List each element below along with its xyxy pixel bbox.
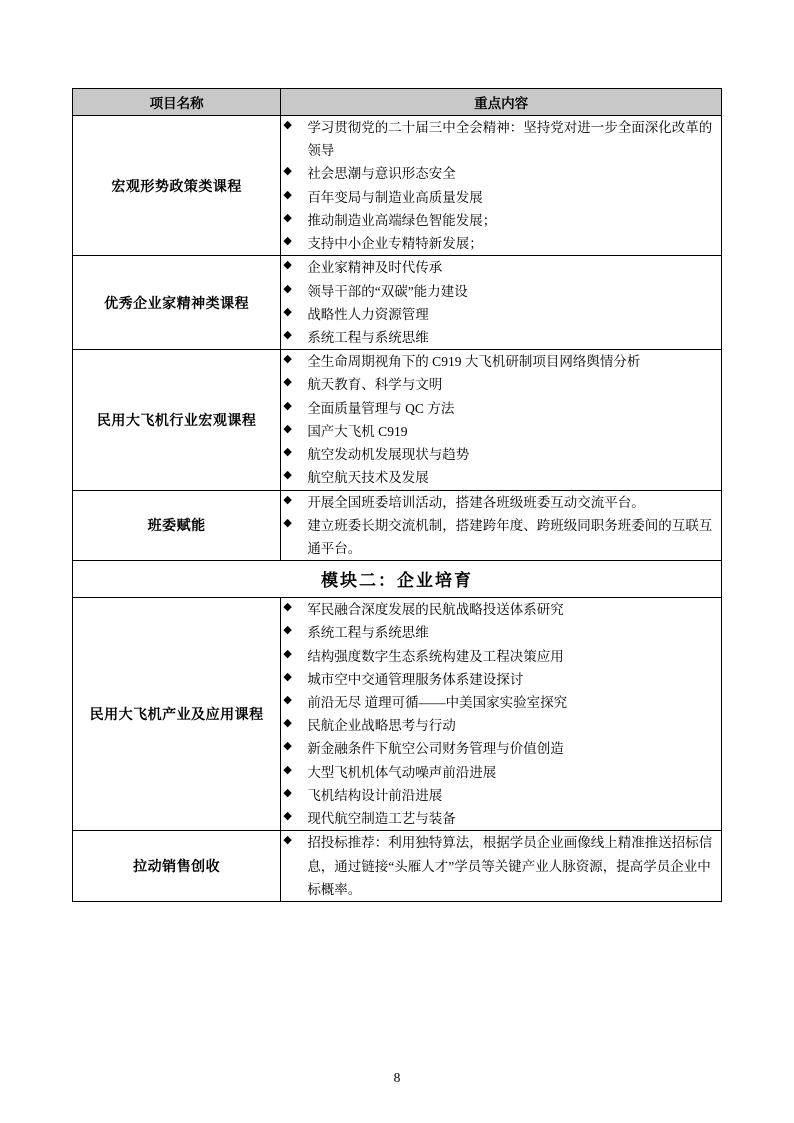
list-item-text: 支持中小企业专精特新发展； xyxy=(307,236,483,252)
category-name: 民用大飞机行业宏观课程 xyxy=(73,350,281,490)
column-header-content: 重点内容 xyxy=(281,89,722,116)
list-item xyxy=(281,256,721,279)
list-item xyxy=(281,807,721,830)
module-divider-title: 模块二：企业培育 xyxy=(73,561,722,598)
category-name: 班委赋能 xyxy=(73,490,281,561)
list-item-text: 系统工程与系统思维 xyxy=(307,329,429,345)
list-item-text: 航空航天技术及发展 xyxy=(307,470,429,486)
table-row xyxy=(73,256,722,350)
list-item xyxy=(281,598,721,621)
list-item-text: 结构强度数字生态系统构建及工程决策应用 xyxy=(307,648,564,664)
diamond-bullet-icon: ◆ xyxy=(283,305,292,318)
bullet-list xyxy=(281,116,721,255)
list-item xyxy=(281,162,721,185)
category-name: 拉动销售创收 xyxy=(73,831,281,902)
list-item xyxy=(281,397,721,420)
diamond-bullet-icon: ◆ xyxy=(283,740,292,753)
list-item-text: 城市空中交通管理服务体系建设探讨 xyxy=(307,671,524,687)
list-item-text: 大型飞机机体气动噪声前沿进展 xyxy=(307,764,497,780)
diamond-bullet-icon: ◆ xyxy=(283,717,292,730)
list-item-text: 航天教育、科学与文明 xyxy=(307,377,443,393)
list-item xyxy=(281,116,721,162)
list-item xyxy=(281,420,721,443)
list-item xyxy=(281,280,721,303)
diamond-bullet-icon: ◆ xyxy=(283,282,292,295)
list-item-text: 建立班委长期交流机制，搭建跨年度、跨班级同职务班委间的互联互通平台。 xyxy=(307,517,713,556)
list-item xyxy=(281,784,721,807)
list-item-text: 战略性人力资源管理 xyxy=(307,306,429,322)
bullet-list xyxy=(281,256,721,349)
diamond-bullet-icon: ◆ xyxy=(283,694,292,707)
list-item xyxy=(281,645,721,668)
list-item-text: 现代航空制造工艺与装备 xyxy=(307,811,456,827)
bullet-list xyxy=(281,831,721,901)
table-row xyxy=(73,831,722,902)
table-row xyxy=(73,490,722,561)
diamond-bullet-icon: ◆ xyxy=(283,422,292,435)
category-content xyxy=(281,116,722,256)
list-item-text: 新金融条件下航空公司财务管理与价值创造 xyxy=(307,741,564,757)
diamond-bullet-icon: ◆ xyxy=(283,624,292,637)
table-row xyxy=(73,350,722,490)
list-item xyxy=(281,491,721,514)
list-item-text: 航空发动机发展现状与趋势 xyxy=(307,447,470,463)
table-header-row xyxy=(73,89,722,116)
list-item xyxy=(281,668,721,691)
list-item xyxy=(281,326,721,349)
course-table xyxy=(72,88,722,902)
diamond-bullet-icon: ◆ xyxy=(283,399,292,412)
list-item xyxy=(281,373,721,396)
list-item xyxy=(281,303,721,326)
list-item xyxy=(281,443,721,466)
diamond-bullet-icon: ◆ xyxy=(283,763,292,776)
diamond-bullet-icon: ◆ xyxy=(283,328,292,341)
diamond-bullet-icon: ◆ xyxy=(283,601,292,614)
page-number: 8 xyxy=(393,1070,401,1085)
list-item-text: 推动制造业高端绿色智能发展； xyxy=(307,212,497,228)
category-name: 优秀企业家精神类课程 xyxy=(73,256,281,350)
list-item-text: 开展全国班委培训活动，搭建各班级班委互动交流平台。 xyxy=(307,494,645,510)
diamond-bullet-icon: ◆ xyxy=(283,786,292,799)
diamond-bullet-icon: ◆ xyxy=(283,670,292,683)
diamond-bullet-icon: ◆ xyxy=(283,469,292,482)
list-item xyxy=(281,350,721,373)
category-content xyxy=(281,831,722,902)
list-item xyxy=(281,691,721,714)
diamond-bullet-icon: ◆ xyxy=(283,647,292,660)
diamond-bullet-icon: ◆ xyxy=(283,119,292,131)
table-row xyxy=(73,598,722,831)
list-item xyxy=(281,514,721,560)
list-item xyxy=(281,831,721,901)
list-item-text: 全面质量管理与 QC 方法 xyxy=(307,400,455,416)
list-item-text: 系统工程与系统思维 xyxy=(307,625,429,641)
diamond-bullet-icon: ◆ xyxy=(283,259,292,272)
list-item-text: 军民融合深度发展的民航战略投送体系研究 xyxy=(307,602,564,618)
diamond-bullet-icon: ◆ xyxy=(283,211,292,224)
list-item-text: 招投标推荐：利用独特算法，根据学员企业画像线上精准推送招标信息，通过链接“头雁人才”学员等关键产业人脉资源，提高学员企业中标概率。 xyxy=(307,835,713,897)
diamond-bullet-icon: ◆ xyxy=(283,188,292,201)
list-item-text: 民航企业战略思考与行动 xyxy=(307,718,456,734)
category-content xyxy=(281,490,722,561)
list-item-text: 学习贯彻党的二十届三中全会精神：坚持党对进一步全面深化改革的领导 xyxy=(307,120,713,159)
column-header-name: 项目名称 xyxy=(73,89,281,116)
category-name: 宏观形势政策类课程 xyxy=(73,116,281,256)
module-divider-row xyxy=(73,561,722,598)
bullet-list xyxy=(281,350,721,489)
bullet-list xyxy=(281,491,721,561)
list-item xyxy=(281,737,721,760)
list-item xyxy=(281,621,721,644)
list-item xyxy=(281,209,721,232)
diamond-bullet-icon: ◆ xyxy=(283,446,292,459)
list-item xyxy=(281,232,721,255)
list-item-text: 飞机结构设计前沿进展 xyxy=(307,787,443,803)
category-content xyxy=(281,256,722,350)
list-item-text: 前沿无尽 道理可循——中美国家实验室探究 xyxy=(307,695,568,711)
category-content xyxy=(281,598,722,831)
diamond-bullet-icon: ◆ xyxy=(283,810,292,823)
diamond-bullet-icon: ◆ xyxy=(283,235,292,248)
list-item-text: 企业家精神及时代传承 xyxy=(307,260,443,276)
list-item xyxy=(281,761,721,784)
list-item xyxy=(281,466,721,489)
list-item-text: 全生命周期视角下的 C919 大飞机研制项目网络舆情分析 xyxy=(307,354,641,370)
table-row xyxy=(73,116,722,256)
diamond-bullet-icon: ◆ xyxy=(283,376,292,389)
category-content xyxy=(281,350,722,490)
diamond-bullet-icon: ◆ xyxy=(283,834,292,847)
diamond-bullet-icon: ◆ xyxy=(283,516,292,529)
list-item xyxy=(281,714,721,737)
list-item-text: 国产大飞机 C919 xyxy=(307,423,408,439)
diamond-bullet-icon: ◆ xyxy=(283,353,292,366)
list-item xyxy=(281,186,721,209)
bullet-list xyxy=(281,598,721,830)
diamond-bullet-icon: ◆ xyxy=(283,493,292,506)
list-item-text: 领导干部的“双碳”能力建设 xyxy=(307,283,468,299)
list-item-text: 社会思潮与意识形态安全 xyxy=(307,166,456,182)
list-item-text: 百年变局与制造业高质量发展 xyxy=(307,189,483,205)
category-name: 民用大飞机产业及应用课程 xyxy=(73,598,281,831)
diamond-bullet-icon: ◆ xyxy=(283,165,292,178)
